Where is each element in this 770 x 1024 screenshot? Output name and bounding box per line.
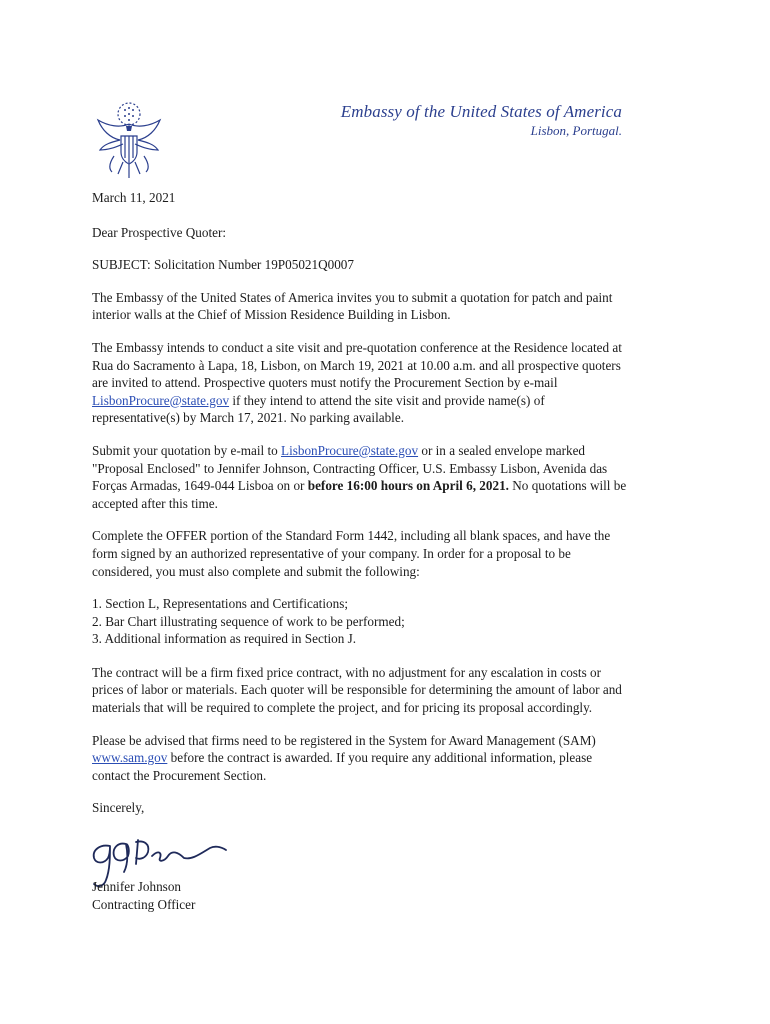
signer-title: Contracting Officer <box>92 896 196 912</box>
submission-text: Submit your quotation by e-mail to <box>92 442 282 458</box>
list-item: 2. Bar Chart illustrating sequence of work to be performed; <box>92 613 405 629</box>
list-item: 1. Section L, Representations and Certifications; <box>92 596 348 612</box>
signature-block <box>92 878 195 913</box>
letter-date: March 11, 2021 <box>92 190 176 205</box>
closing: Sincerely, <box>92 800 145 816</box>
subject-line: SUBJECT: Solicitation Number 19P05021Q0007 <box>92 257 354 273</box>
letterhead <box>341 102 622 139</box>
signer-name: Jennifer Johnson <box>92 879 182 894</box>
letterhead-location: Lisbon, Portugal. <box>530 123 622 138</box>
paragraph-invitation: The Embassy of the United States of America invites you to submit a quotation for patch and paint interior walls at the Chief of Mission Residence Building in Lisbon. <box>92 289 613 323</box>
paragraph-submission <box>92 442 632 512</box>
registration-text-end: before the contract is awarded. If you require any additional information, please contact the Procurement Section. <box>92 750 593 783</box>
procurement-email-link[interactable]: LisbonProcure@state.gov <box>92 392 230 408</box>
sam-gov-link[interactable]: www.sam.gov <box>92 750 168 766</box>
paragraph-contract: The contract will be a firm fixed price contract, with no adjustment for any escalation in costs or prices of labor or materials. Each quoter will be responsible for determining the amount of labor and materials that will be required to complete the project, and for pricing its proposal accordingly. <box>92 664 622 716</box>
paragraph-registration <box>92 732 632 785</box>
letterhead-title: Embassy of the United States of America <box>340 102 622 121</box>
salutation: Dear Prospective Quoter: <box>92 224 227 240</box>
embassy-seal-icon <box>90 100 168 182</box>
submission-text-middle: or in a sealed envelope marked "Proposal Enclosed" to Jennifer Johnson, Contracting Officer, U.S. Embassy Lisbon, Avenida das Forças Armadas, 1649-044 Lisboa on or <box>92 442 608 494</box>
list-item: 3. Additional information as required in Section J. <box>92 631 357 647</box>
letter-body <box>92 189 632 832</box>
site-visit-text-end: if they intend to attend the site visit and provide name(s) of representative(s) by March 17, 2021. No parking available. <box>92 392 545 426</box>
submission-text-end: No quotations will be accepted after this time. <box>92 478 627 511</box>
submission-deadline: before 16:00 hours on April 6, 2021. <box>307 478 509 494</box>
registration-text: Please be advised that firms need to be registered in the System for Award Management (SAM) <box>92 732 596 748</box>
submission-email-link[interactable]: LisbonProcure@state.gov <box>281 442 419 458</box>
paragraph-site-visit <box>92 339 632 427</box>
requirements-list <box>92 595 632 648</box>
paragraph-offer: Complete the OFFER portion of the Standard Form 1442, including all blank spaces, and have the form signed by an authorized representative of your company. In order for a proposal to be considered, you must also complete and submit the following: <box>92 528 611 579</box>
site-visit-text: The Embassy intends to conduct a site visit and pre-quotation conference at the Residence located at Rua do Sacramento à Lapa, 18, Lisbon, on March 19, 2021 at 10.00 a.m. and all prospective quoters are invited to attend. Prospective quoters must notify the Procurement Section by e-mail <box>92 339 622 391</box>
